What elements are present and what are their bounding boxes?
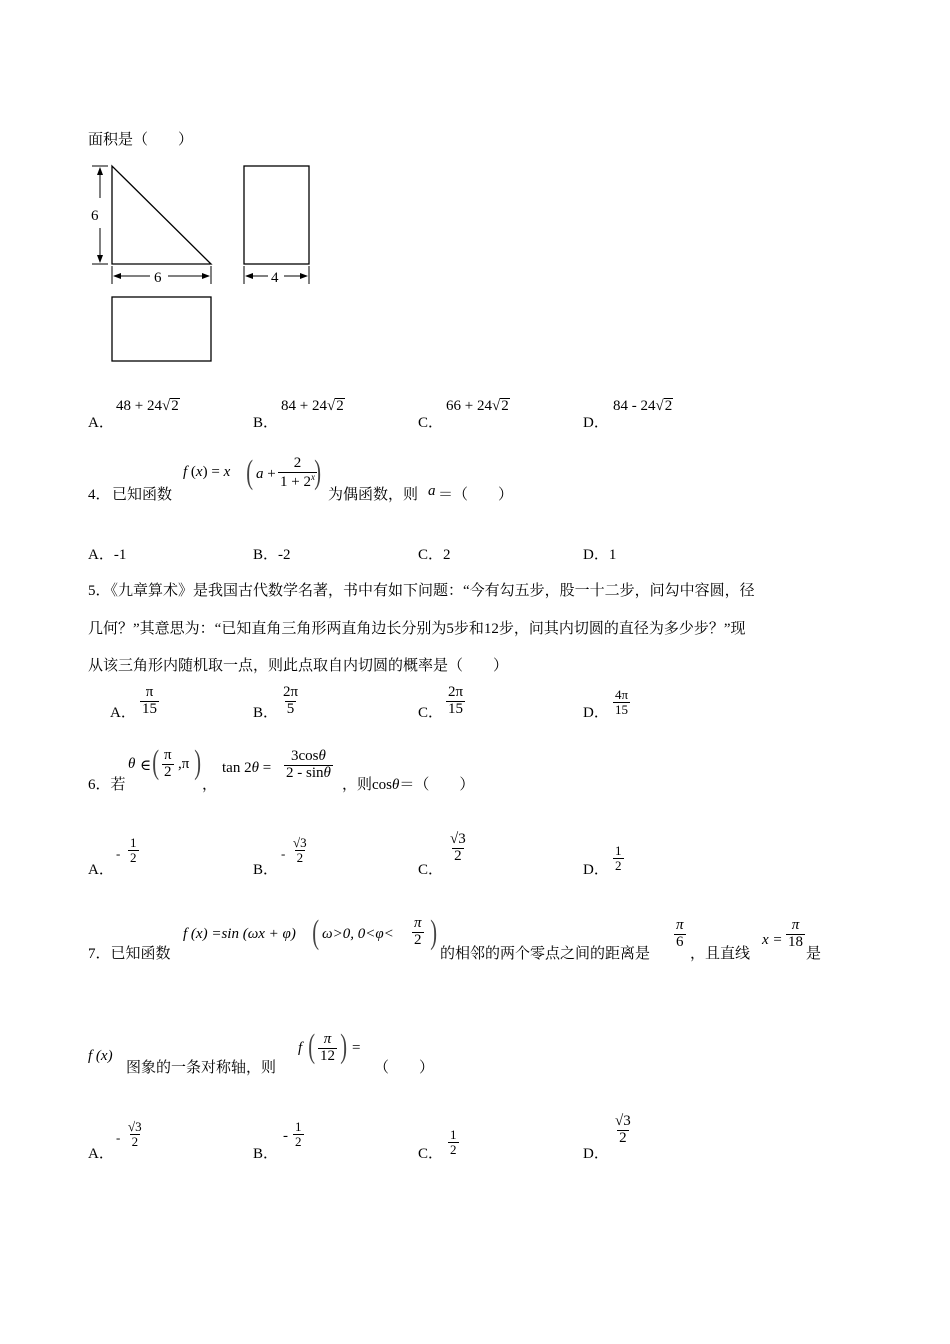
width-arrow-left xyxy=(113,273,121,279)
three-view-figure xyxy=(86,158,326,368)
width-label: 6 xyxy=(154,270,162,286)
q4-option-d[interactable]: D．1 xyxy=(583,547,617,563)
q3-tail-text: 面积是（ ） xyxy=(88,132,194,148)
height-arrow-up xyxy=(97,167,103,175)
front-view-triangle xyxy=(112,166,211,264)
q5-line-1: 5．《九章算术》是我国古代数学名著，书中有如下问题：“今有勾五步，股一十二步，问勾中容圆，径 xyxy=(88,583,755,599)
q4-option-a[interactable]: A．-1 xyxy=(88,547,127,563)
q4-option-b[interactable]: B．-2 xyxy=(253,547,291,563)
depth-label: 4 xyxy=(271,270,279,286)
height-arrow-down xyxy=(97,255,103,263)
side-view-rect xyxy=(244,166,309,264)
q4-option-c[interactable]: C．2 xyxy=(418,547,451,563)
depth-arrow-right xyxy=(300,273,308,279)
q5-line-2: 几何？”其意思为：“已知直角三角形两直角边长分别为5步和12步，问其内切圆的直径为多少步？”现 xyxy=(88,621,746,637)
height-label: 6 xyxy=(91,208,99,224)
top-view-rect xyxy=(112,297,211,361)
q5-line-3: 从该三角形内随机取一点，则此点取自内切圆的概率是（ ） xyxy=(88,658,509,674)
depth-arrow-left xyxy=(245,273,253,279)
width-arrow-right xyxy=(202,273,210,279)
